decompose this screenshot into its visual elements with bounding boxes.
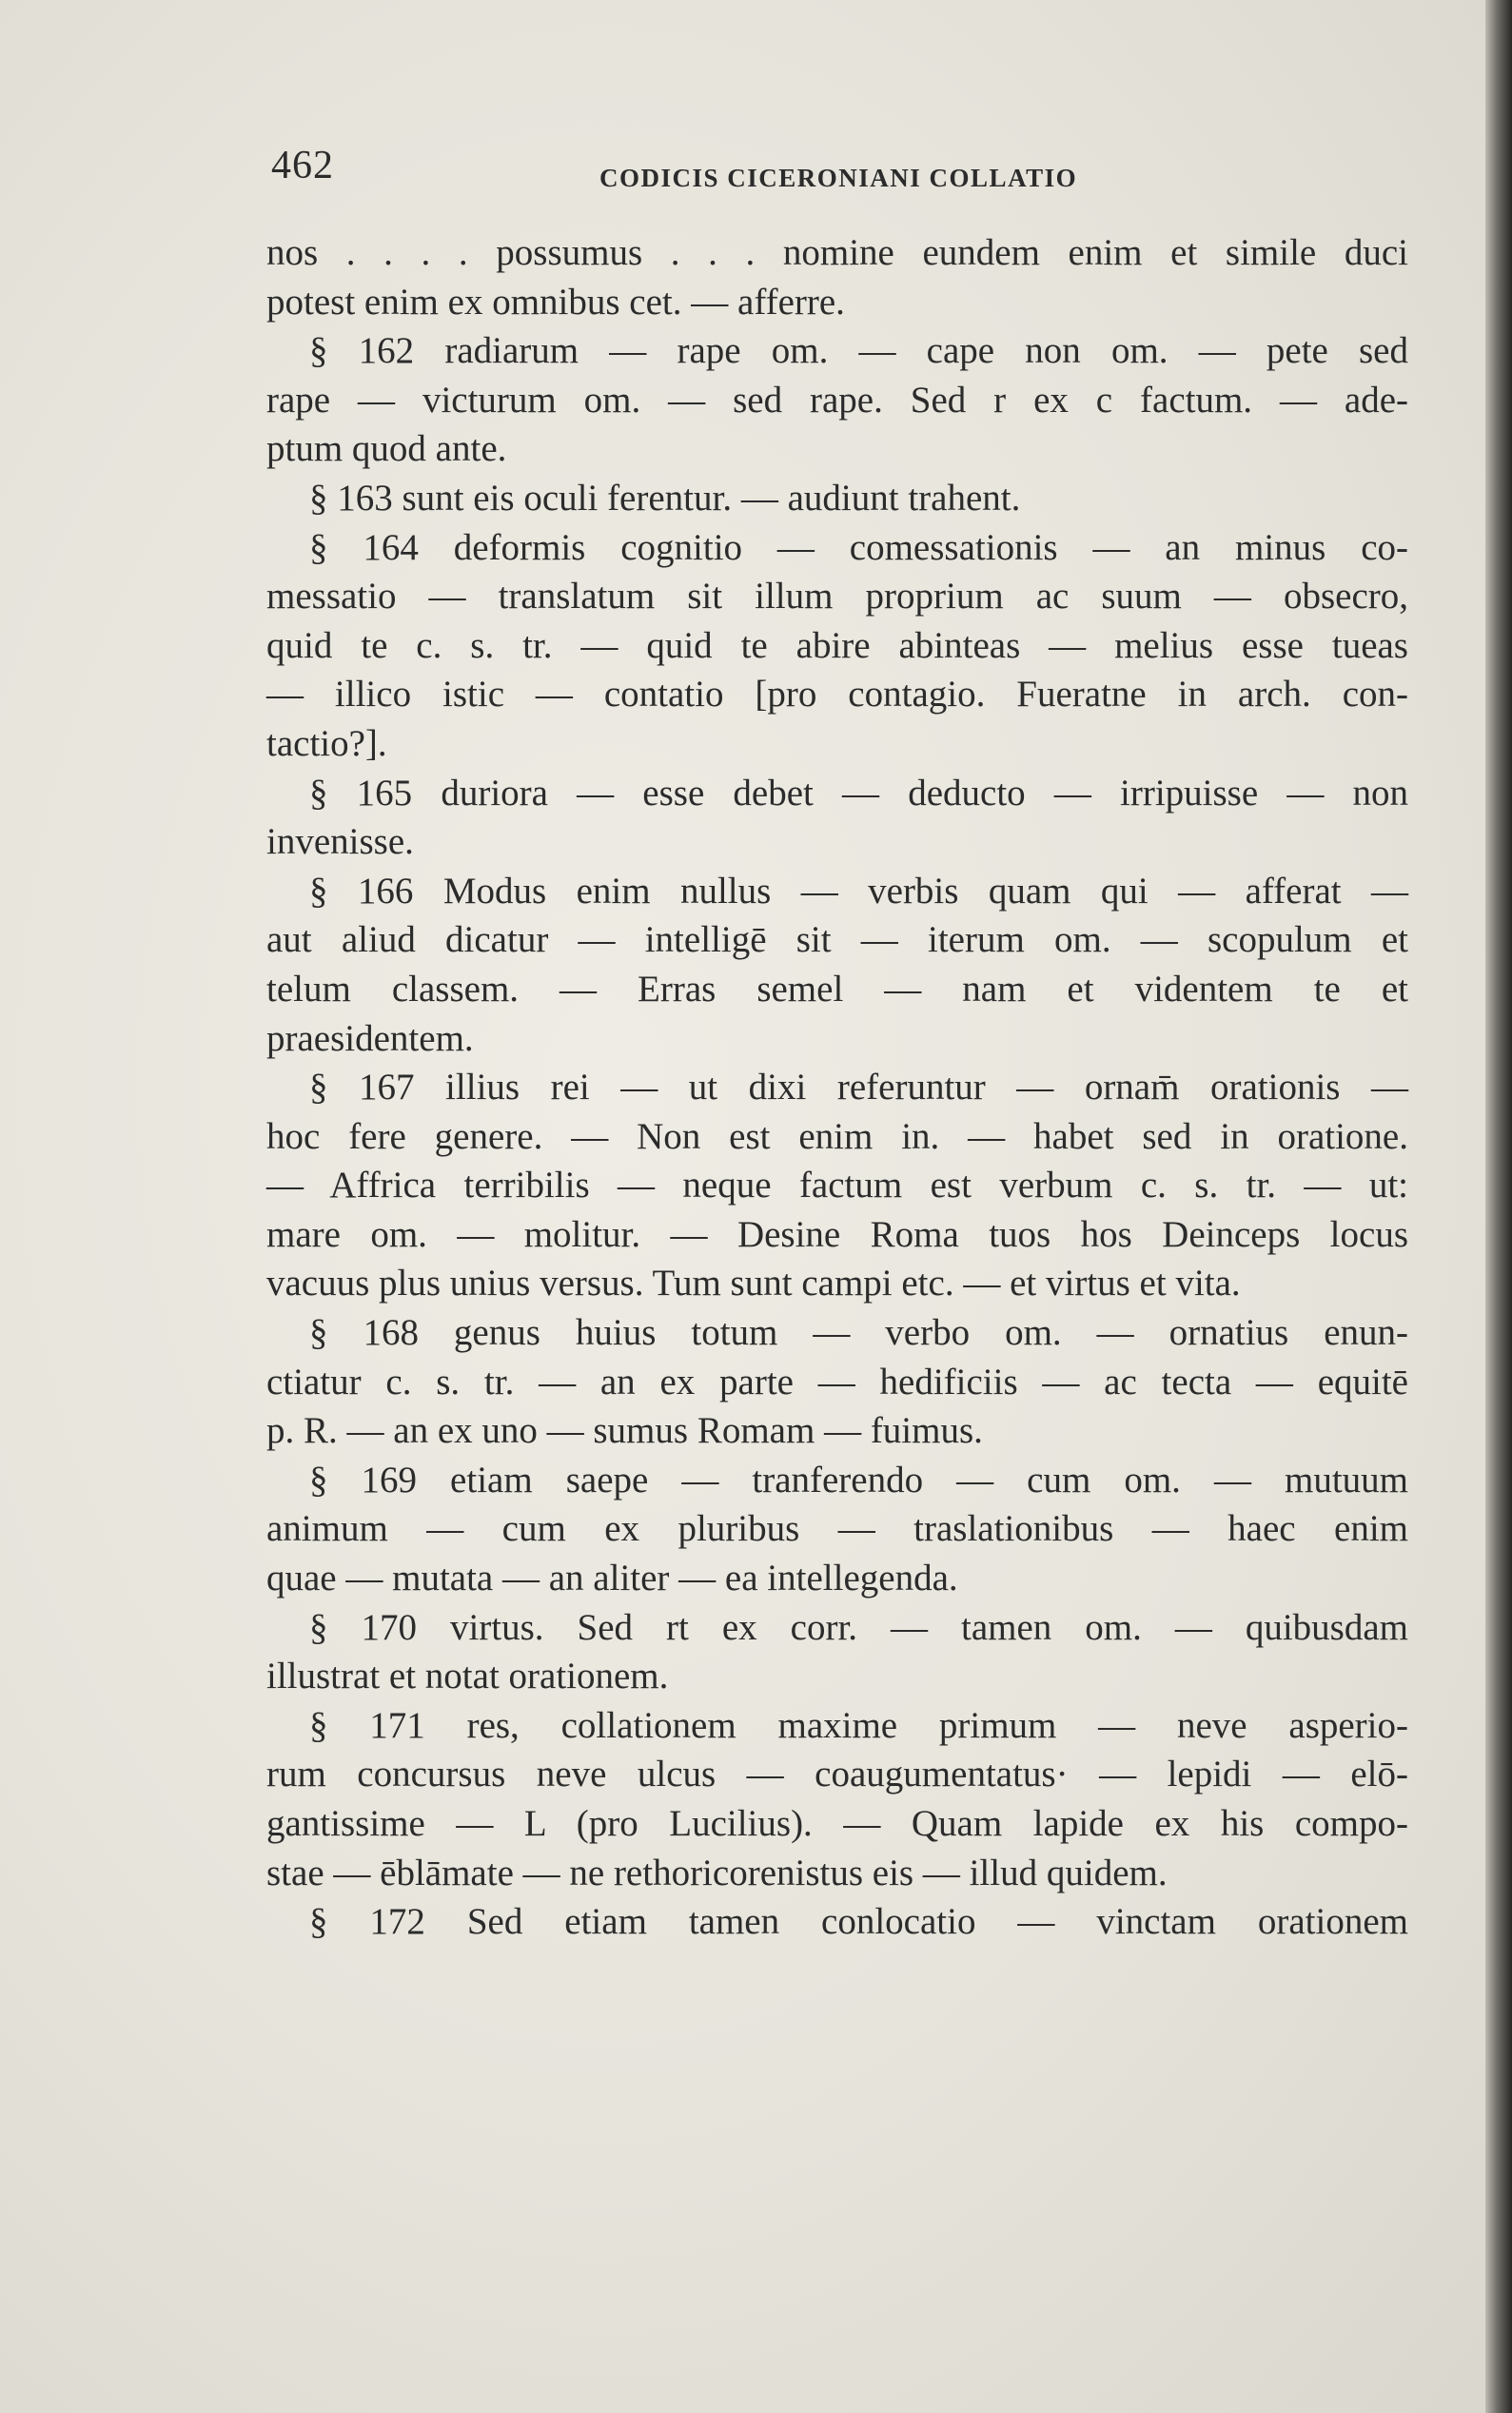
page-header <box>271 143 1413 200</box>
text-line: potest enim ex omnibus cet. — afferre. <box>266 281 845 323</box>
paragraph-start-line: § 172 Sed etiam tamen conlocatio — vinctam orationem <box>309 1901 1408 1943</box>
text-line: quid te c. s. tr. — quid te abire abinteas — melius esse tueas <box>266 624 1408 666</box>
text-line: praesidentem. <box>266 1017 474 1059</box>
page-number: 462 <box>271 144 334 187</box>
body-text <box>266 228 1408 1947</box>
text-line: quae — mutata — an aliter — ea intellegenda. <box>266 1558 958 1599</box>
paragraph-start-line: § 170 virtus. Sed rt ex corr. — tamen om. — quibusdam <box>309 1606 1408 1648</box>
text-line: rum concursus neve ulcus — coaugumentatus· — lepidi — elō- <box>266 1754 1408 1795</box>
text-line: ptum quod ante. <box>266 428 507 470</box>
text-line: ctiatur c. s. tr. — an ex parte — hedificiis — ac tecta — equitē <box>266 1361 1408 1403</box>
text-line: mare om. — molitur. — Desine Roma tuos hos Deinceps locus <box>266 1213 1408 1255</box>
text-line: telum classem. — Erras semel — nam et videntem te et <box>266 968 1408 1010</box>
text-line: rape — victurum om. — sed rape. Sed r ex c factum. — ade- <box>266 379 1408 421</box>
text-line: messatio — translatum sit illum proprium ac suum — obsecro, <box>266 576 1408 618</box>
text-line: p. R. — an ex uno — sumus Romam — fuimus. <box>266 1410 983 1452</box>
paragraph-start-line: § 165 duriora — esse debet — deducto — irripuisse — non <box>309 772 1408 814</box>
text-line: — Affrica terribilis — neque factum est verbum c. s. tr. — ut: <box>266 1165 1408 1206</box>
text-line: nos . . . . possumus . . . nomine eundem enim et simile duci <box>266 232 1408 273</box>
paragraph-start-line: § 166 Modus enim nullus — verbis quam qui — afferat — <box>309 870 1408 912</box>
paragraph-start-line: § 162 radiarum — rape om. — cape non om. — pete sed <box>309 330 1408 372</box>
paragraph-start-line: § 168 genus huius totum — verbo om. — ornatius enun- <box>309 1312 1408 1354</box>
text-line: tactio?]. <box>266 722 387 764</box>
paragraph-start-line: § 167 illius rei — ut dixi referuntur — ornam̄ orationis — <box>309 1067 1408 1108</box>
text-line: — illico istic — contatio [pro contagio. Fueratne in arch. con- <box>266 674 1408 716</box>
running-head: CODICIS CICERONIANI COLLATIO <box>599 164 1078 192</box>
paragraph-start-line: § 169 etiam saepe — tranferendo — cum om. — mutuum <box>309 1459 1408 1501</box>
page-gutter-shadow <box>1485 0 1512 2413</box>
text-line: stae — ēblāmate — ne rethoricorenistus eis — illud quidem. <box>266 1852 1168 1893</box>
paragraph-start-line: § 171 res, collationem maxime primum — neve asperio- <box>309 1704 1408 1746</box>
text-line: illustrat et notat orationem. <box>266 1656 669 1697</box>
text-line: gantissime — L (pro Lucilius). — Quam lapide ex his compo- <box>266 1803 1408 1844</box>
text-line: invenisse. <box>266 821 414 863</box>
text-line: vacuus plus unius versus. Tum sunt campi etc. — et virtus et vita. <box>266 1263 1241 1305</box>
text-line: animum — cum ex pluribus — traslationibus — haec enim <box>266 1508 1408 1550</box>
text-line: hoc fere genere. — Non est enim in. — habet sed in oratione. <box>266 1115 1408 1157</box>
paragraph-start-line: § 163 sunt eis oculi ferentur. — audiunt trahent. <box>309 477 1021 519</box>
paragraph-start-line: § 164 deformis cognitio — comessationis — an minus co- <box>309 526 1408 568</box>
text-line: aut aliud dicatur — intelligē sit — iterum om. — scopulum et <box>266 919 1408 961</box>
